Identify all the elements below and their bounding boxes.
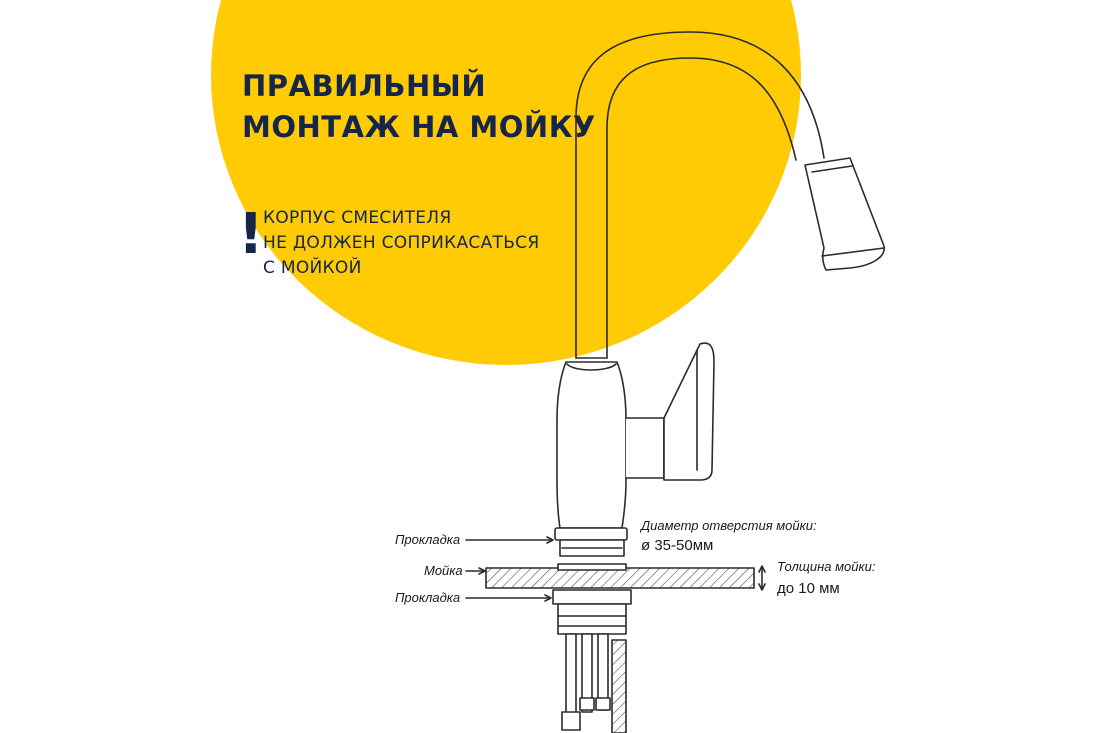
spout-outer [576, 32, 824, 358]
label-hole-diameter-value: ø 35-50мм [641, 537, 714, 554]
exclamation-icon: ! [238, 202, 264, 267]
title-line-2: МОНТАЖ НА МОЙКУ [242, 110, 596, 144]
label-sink: Мойка [424, 563, 463, 578]
label-hole-diameter-title: Диаметр отверстия мойки: [641, 518, 817, 533]
title-line-1: ПРАВИЛЬНЫЙ [242, 69, 487, 103]
lever-handle [626, 418, 664, 478]
warning-line-1: КОРПУС СМЕСИТЕЛЯ [263, 208, 452, 228]
warning-line-3: С МОЙКОЙ [263, 258, 362, 278]
warning-line-2: НЕ ДОЛЖЕН СОПРИКАСАТЬСЯ [263, 233, 540, 253]
label-sink-thickness-value: до 10 мм [777, 580, 840, 597]
faucet-body [557, 362, 626, 528]
label-gasket-bottom: Прокладка [395, 590, 461, 605]
spout-inner [607, 58, 796, 358]
label-gasket-top: Прокладка [395, 532, 461, 547]
sink-deck [486, 568, 754, 588]
label-sink-thickness-title: Толщина мойки: [777, 559, 876, 574]
